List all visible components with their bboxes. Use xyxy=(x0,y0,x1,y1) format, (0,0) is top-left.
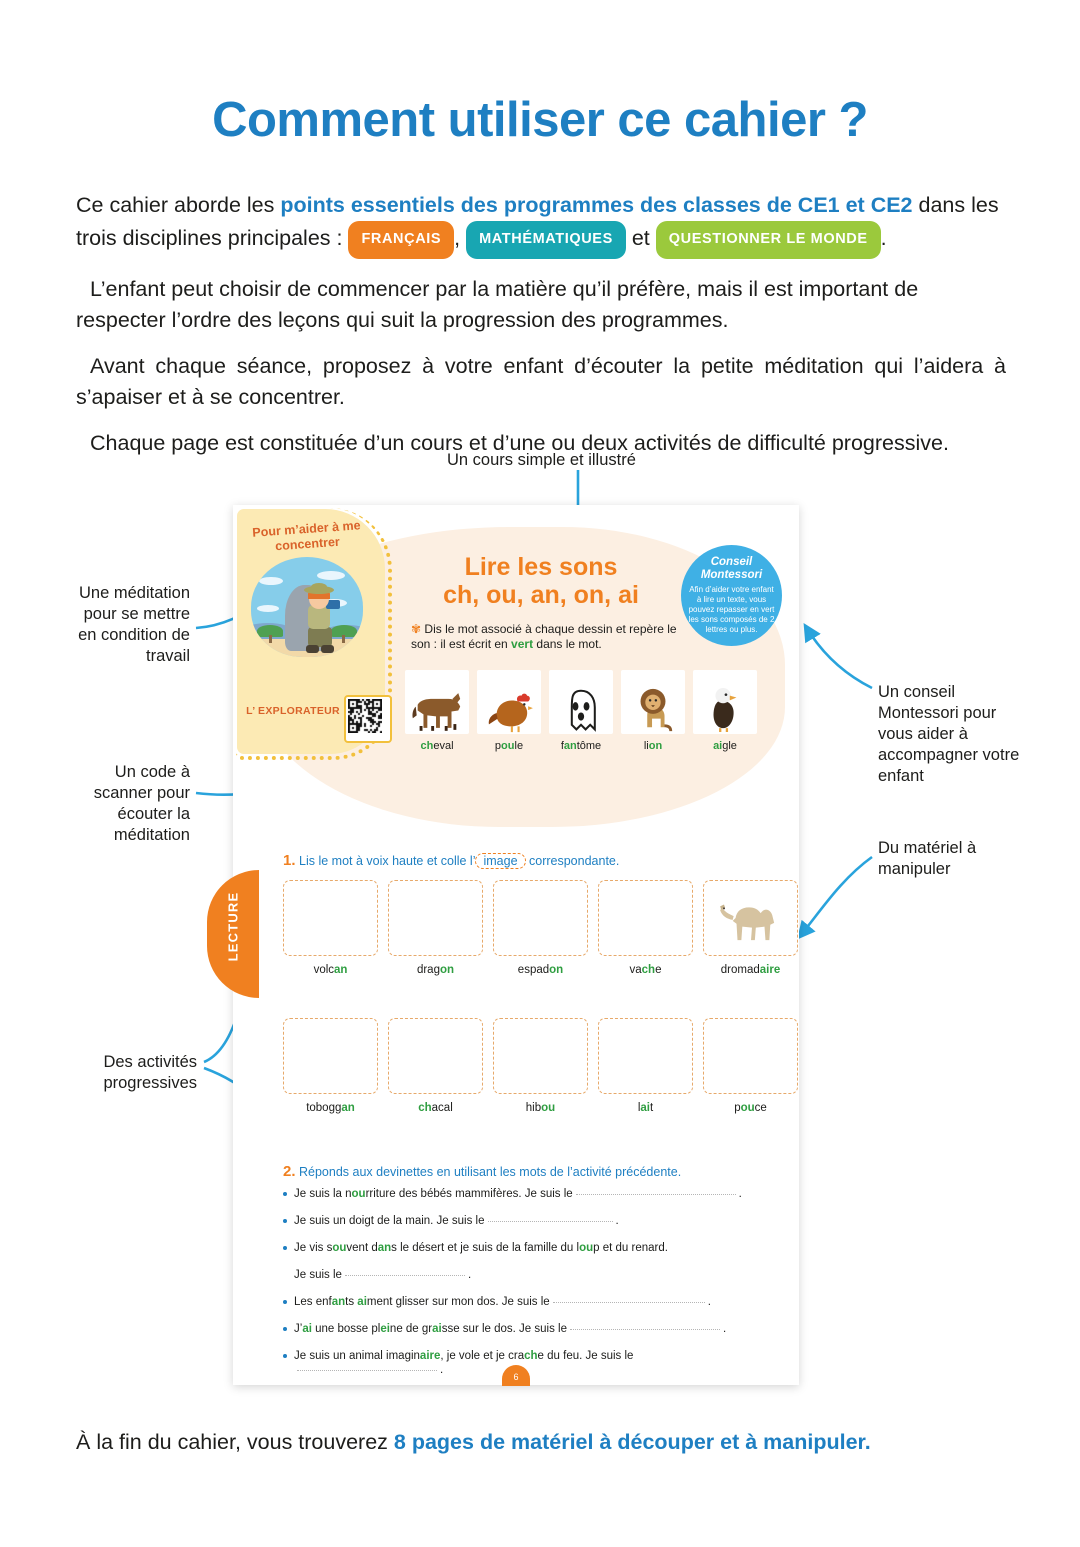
image-drop-zone[interactable] xyxy=(493,880,588,956)
lesson-picture-caption: lion xyxy=(643,740,663,752)
answer-blank[interactable] xyxy=(553,1302,705,1303)
intro-highlight-programmes: points essentiels des programmes des classes de CE1 et CE2 xyxy=(280,193,913,217)
word-cell xyxy=(703,1018,798,1114)
footer-text-a: À la fin du cahier, vous trouverez xyxy=(76,1430,394,1454)
subject-tab-label: LECTURE xyxy=(225,891,241,962)
lesson-picture-caption: cheval xyxy=(420,740,454,752)
image-drop-zone[interactable] xyxy=(388,1018,483,1094)
answer-blank[interactable] xyxy=(570,1329,720,1330)
lesson-picture-cell xyxy=(693,670,757,752)
lesson-picture-cell xyxy=(621,670,685,752)
callout-code: Un code à scanner pour écouter la méditation xyxy=(93,763,190,844)
riddle-item: J’ai une bosse pleine de graisse sur le dos. Je suis le . xyxy=(283,1322,763,1336)
conseil-title-line1: Conseil xyxy=(710,556,753,568)
exercise-1-heading xyxy=(283,852,753,869)
conseil-montessori-title xyxy=(701,556,762,582)
horse-icon xyxy=(405,670,469,734)
badge-mathematiques: MATHÉMATIQUES xyxy=(466,221,626,259)
image-drop-zone[interactable] xyxy=(283,1018,378,1094)
word-label: chacal xyxy=(418,1102,453,1114)
page-title: Comment utiliser ce cahier ? xyxy=(212,93,868,147)
word-cell xyxy=(493,880,588,976)
lesson-picture-cell xyxy=(477,670,541,752)
arrow-conseil xyxy=(806,627,872,688)
exercise-1-boxed-word: image xyxy=(475,853,525,869)
word-cell xyxy=(598,1018,693,1114)
lesson-title-line1: Lire les sons xyxy=(464,553,618,581)
exercise-1-text-b: correspondante. xyxy=(525,854,620,868)
badge-francais: FRANÇAIS xyxy=(348,221,454,259)
lesson-picture-caption: aigle xyxy=(713,740,737,752)
image-drop-zone[interactable] xyxy=(598,1018,693,1094)
callout-meditation: Une méditation pour se mettre en condition de travail xyxy=(78,584,190,665)
lesson-instruction-a: Dis le mot associé à chaque dessin et repère le son : il est écrit en xyxy=(411,622,677,651)
lesson-picture-caption: fantôme xyxy=(560,740,602,752)
word-label: dragon xyxy=(416,964,455,976)
word-label: espadon xyxy=(517,964,564,976)
word-label: volcan xyxy=(313,964,348,976)
callout-cours: Un cours simple et illustré xyxy=(447,451,636,469)
intro-sep-1: , xyxy=(454,226,467,250)
intro-text-c: dans les trois disciplines principales : xyxy=(76,193,999,250)
exercise-1-text-a: Lis le mot à voix haute et colle l’ xyxy=(299,854,476,868)
hen-icon xyxy=(477,670,541,734)
arrow-materiel xyxy=(800,857,872,936)
lesson-instruction-green: vert xyxy=(511,637,534,651)
intro-paragraph-4: Chaque page est constituée d’un cours et d’une ou deux activités de difficulté progressive. xyxy=(90,431,949,455)
riddle-item: Je suis la nourriture des bébés mammifères. Je suis le . xyxy=(283,1187,763,1201)
word-cell xyxy=(283,1018,378,1114)
intro-sep-2: et xyxy=(625,226,656,250)
image-drop-zone[interactable] xyxy=(283,880,378,956)
answer-blank[interactable] xyxy=(576,1194,736,1195)
meditation-card-label: L’ EXPLORATEUR xyxy=(246,705,340,717)
intro-paragraph-3: Avant chaque séance, proposez à votre enfant d’écouter la petite méditation qui l’aidera à s’apaiser et à se concentrer. xyxy=(76,354,1006,409)
lesson-picture-caption: poule xyxy=(494,740,524,752)
callout-conseil-montessori: Un conseil Montessori pour vous aider à accompagner votre enfant xyxy=(878,683,1020,785)
lesson-picture-cell xyxy=(549,670,613,752)
word-label: toboggan xyxy=(306,1102,355,1114)
explorer-illustration xyxy=(251,557,363,657)
exercise-1-number: 1. xyxy=(283,852,296,869)
answer-blank[interactable] xyxy=(297,1370,437,1371)
page-number: 6 xyxy=(502,1365,530,1386)
lesson-title xyxy=(411,553,671,609)
word-cell xyxy=(388,1018,483,1114)
word-cell xyxy=(388,880,483,976)
image-drop-zone[interactable] xyxy=(703,880,798,956)
exercise-2-text: Réponds aux devinettes en utilisant les mots de l’activité précédente. xyxy=(299,1165,682,1179)
intro-text-a: Ce cahier aborde les xyxy=(76,193,281,217)
word-cell xyxy=(283,880,378,976)
word-label: pouce xyxy=(734,1102,767,1114)
callout-materiel: Du matériel à manipuler xyxy=(878,839,977,878)
badge-questionner-le-monde: QUESTIONNER LE MONDE xyxy=(656,221,881,259)
word-label: vache xyxy=(629,964,662,976)
answer-blank[interactable] xyxy=(345,1275,465,1276)
ghost-icon xyxy=(549,670,613,734)
image-drop-zone[interactable] xyxy=(703,1018,798,1094)
callout-activites: Des activités progressives xyxy=(103,1053,197,1092)
conseil-title-line2: Montessori xyxy=(700,569,763,581)
star-icon: ✾ xyxy=(411,622,422,636)
answer-blank[interactable] xyxy=(488,1221,613,1222)
exercise-2-riddle-list xyxy=(283,1187,763,1390)
exercise-1-row-2 xyxy=(283,1018,798,1114)
footer-note xyxy=(76,1430,1006,1455)
conseil-montessori-bubble xyxy=(681,545,782,646)
word-cell xyxy=(493,1018,588,1114)
intro-block xyxy=(76,190,1006,474)
footer-highlight: 8 pages de matériel à découper et à manipuler. xyxy=(393,1430,871,1454)
image-drop-zone[interactable] xyxy=(388,880,483,956)
word-label: dromadaire xyxy=(720,964,781,976)
qr-code-icon[interactable] xyxy=(344,695,392,743)
exercise-2-heading xyxy=(283,1163,753,1180)
lesson-instruction xyxy=(411,622,691,652)
subject-tab-lecture[interactable] xyxy=(207,870,259,998)
riddle-item: Je vis souvent dans le désert et je suis de la famille du loup et du renard. xyxy=(283,1241,763,1255)
riddle-item: Je suis le . xyxy=(294,1269,472,1281)
image-drop-zone[interactable] xyxy=(598,880,693,956)
exercise-1-row-1 xyxy=(283,880,798,976)
lesson-picture-cell xyxy=(405,670,469,752)
intro-paragraph-2: L’enfant peut choisir de commencer par la matière qu’il préfère, mais il est important de respecter l’ordre des leçons qui suit la progression des programmes. xyxy=(76,277,919,332)
intro-paragraph-1 xyxy=(76,190,1006,259)
riddle-item: Les enfants aiment glisser sur mon dos. Je suis le . xyxy=(283,1295,763,1309)
exercise-2-number: 2. xyxy=(283,1163,296,1180)
word-cell xyxy=(703,880,798,976)
word-cell xyxy=(598,880,693,976)
intro-end: . xyxy=(880,226,887,250)
lesson-picture-row xyxy=(405,670,765,752)
riddle-item: Je suis un animal imaginaire, je vole et je crache du feu. Je suis le. xyxy=(283,1349,763,1377)
word-label: hibou xyxy=(525,1102,556,1114)
word-label: lait xyxy=(637,1102,654,1114)
image-drop-zone[interactable] xyxy=(493,1018,588,1094)
conseil-montessori-body: Afin d’aider votre enfant à lire un texte, vous pouvez repasser en vert les sons composés de 2 lettres ou plus. xyxy=(688,585,775,634)
meditation-card-title: Pour m’aider à me concentrer xyxy=(251,518,361,554)
workbook-page xyxy=(225,505,799,1385)
lesson-title-line2: ch, ou, an, on, ai xyxy=(443,581,639,609)
riddle-item: Je suis un doigt de la main. Je suis le . xyxy=(283,1214,763,1228)
eagle-icon xyxy=(693,670,757,734)
lesson-instruction-b: dans le mot. xyxy=(533,637,602,651)
lion-icon xyxy=(621,670,685,734)
